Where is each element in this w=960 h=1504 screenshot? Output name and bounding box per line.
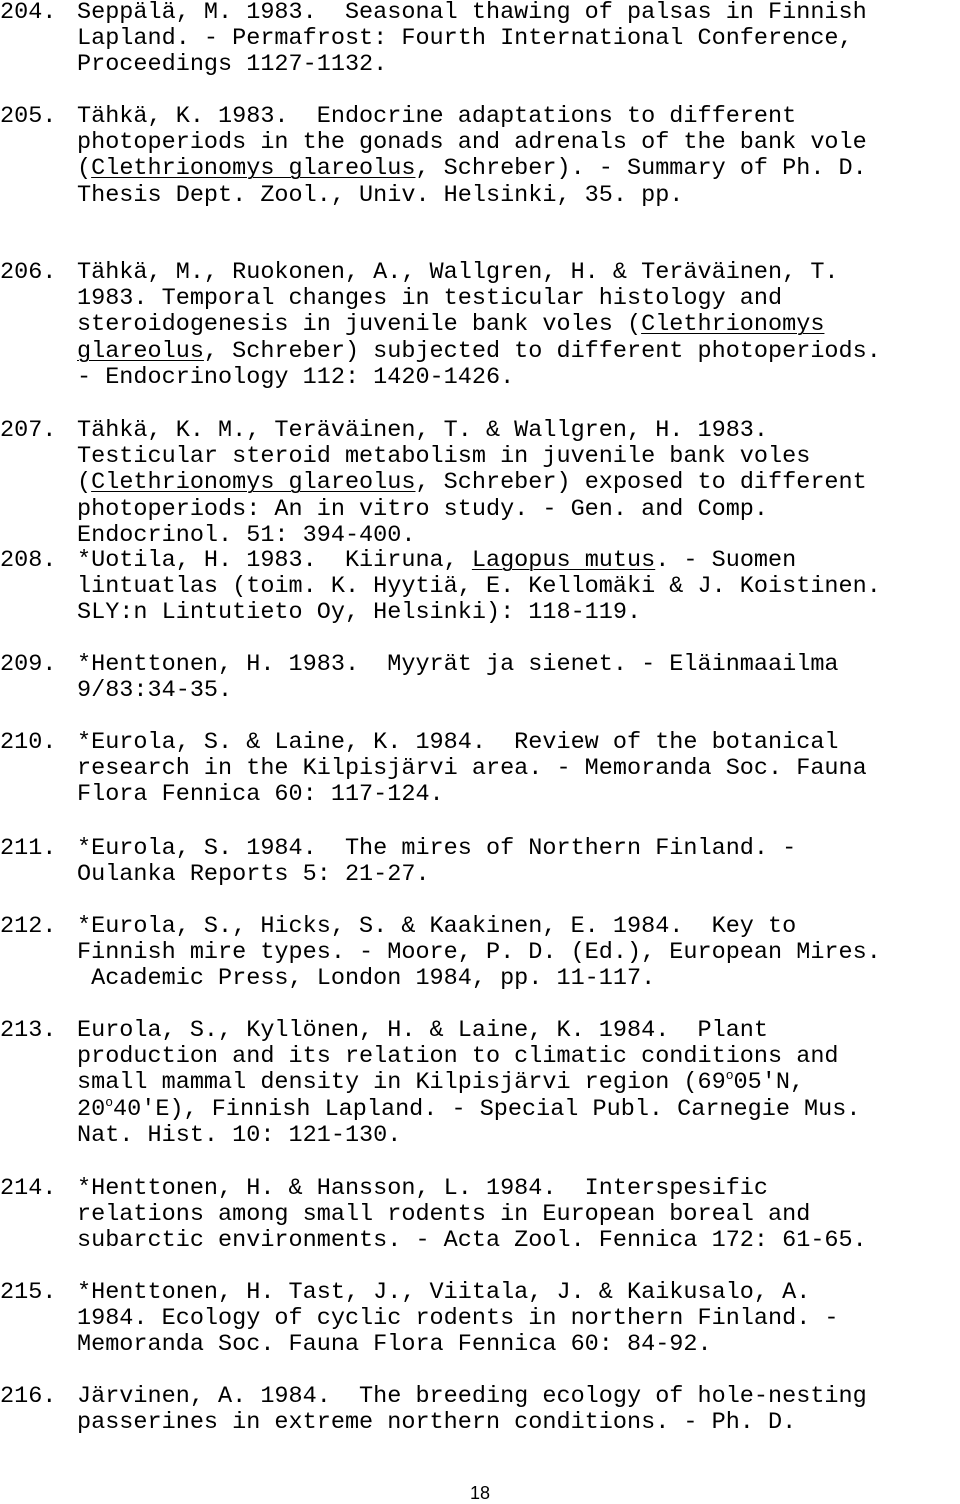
reference-text-run: *Henttonen, H. & Hansson, L. 1984. Interspesific (77, 1175, 769, 1202)
reference-text-run: relations among small rodents in European boreal and (77, 1201, 811, 1229)
reference-text-run: Eurola, S., Kyllönen, H. & Laine, K. 1984. Plant (77, 1017, 769, 1044)
reference-text (77, 1280, 960, 1359)
reference-text-run: Oulanka Reports 5: 21-27. (77, 861, 430, 889)
reference-number: 213. (0, 1017, 57, 1044)
reference-text-run: passerines in extreme northern conditions. - Ph. D. (77, 1409, 797, 1437)
reference-line (77, 1044, 960, 1070)
reference-text-run: 9/83:34-35. (77, 677, 233, 705)
reference-text (77, 1384, 960, 1436)
page-number: 18 (469, 1483, 491, 1503)
reference-text (77, 1018, 960, 1149)
reference-text (77, 104, 960, 209)
reference-number: 204. (0, 0, 57, 26)
reference-text (77, 730, 960, 809)
reference-text (77, 548, 960, 627)
reference-text-run: research in the Kilpisjärvi area. - Memoranda Soc. Fauna (77, 755, 867, 783)
reference-line (77, 497, 960, 523)
degree-symbol: o (105, 1094, 114, 1110)
reference-line (77, 470, 960, 496)
reference-text-run: Nat. Hist. 10: 121-130. (77, 1121, 402, 1149)
reference-text-run: ( (77, 469, 92, 497)
reference-text-run: Memoranda Soc. Fauna Flora Fennica 60: 84-92. (77, 1331, 712, 1359)
italic-taxon-name: Clethrionomys (641, 311, 825, 339)
reference-line (77, 1410, 960, 1436)
reference-text-run: - Endocrinology 112: 1420-1426. (77, 363, 515, 391)
reference-line (77, 756, 960, 782)
reference-text-run: 40'E), Finnish Lapland. - Special Publ. Carnegie Mus. (113, 1095, 861, 1123)
reference-line (77, 782, 960, 808)
italic-taxon-name: Clethrionomys glareolus (91, 155, 416, 183)
reference-line (77, 678, 960, 704)
reference-line (77, 548, 960, 574)
reference-line (77, 1018, 960, 1044)
reference-text (77, 0, 960, 79)
reference-text-run: Academic Press, London 1984, pp. 11-117. (77, 965, 656, 993)
reference-text-run: Testicular steroid metabolism in juvenile bank voles (77, 443, 811, 471)
reference-text-run: Järvinen, A. 1984. The breeding ecology of hole-nesting (77, 1383, 867, 1410)
reference-text-run: steroidogenesis in juvenile bank voles ( (77, 311, 642, 339)
reference-text-run: 1983. Temporal changes in testicular histology and (77, 285, 783, 313)
italic-taxon-name: Lagopus mutus (471, 547, 656, 574)
reference-number: 208. (0, 547, 57, 574)
reference-line (77, 1280, 960, 1306)
reference-number: 205. (0, 103, 57, 130)
reference-text (77, 836, 960, 888)
reference-line (77, 1202, 960, 1228)
reference-text-run: Tähkä, M., Ruokonen, A., Wallgren, H. & Teräväinen, T. (77, 259, 839, 286)
reference-text-run: *Eurola, S. & Laine, K. 1984. Review of the botanical (77, 729, 839, 756)
reference-text-run: Thesis Dept. Zool., Univ. Helsinki, 35. pp. (77, 181, 684, 209)
reference-line (77, 104, 960, 130)
reference-line (77, 940, 960, 966)
reference-text (77, 260, 960, 391)
reference-line (77, 1306, 960, 1332)
reference-text-run: 20 (77, 1095, 106, 1123)
reference-line (77, 286, 960, 312)
reference-line (77, 652, 960, 678)
reference-text-run: photoperiods: An in vitro study. - Gen. and Comp. (77, 495, 769, 523)
reference-number: 215. (0, 1279, 57, 1306)
degree-symbol: o (725, 1068, 734, 1084)
reference-text-run: 05'N, (733, 1069, 805, 1097)
reference-line (77, 26, 960, 52)
reference-text-run: 1984. Ecology of cyclic rodents in northern Finland. - (77, 1305, 839, 1333)
reference-line (77, 1070, 960, 1096)
reference-text-run: Seppälä, M. 1983. Seasonal thawing of palsas in Finnish (77, 0, 867, 26)
reference-text-run: , Schreber) subjected to different photoperiods. (203, 337, 881, 365)
reference-line (77, 1123, 960, 1149)
reference-text-run: SLY:n Lintutieto Oy, Helsinki): 118-119. (77, 599, 642, 627)
reference-text-run: Proceedings 1127-1132. (77, 51, 388, 79)
reference-text (77, 652, 960, 704)
reference-line (77, 862, 960, 888)
reference-text-run: Endocrinol. 51: 394-400. (77, 521, 416, 549)
reference-line (77, 130, 960, 156)
reference-text (77, 914, 960, 993)
reference-text (77, 1176, 960, 1255)
reference-line (77, 339, 960, 365)
reference-number: 211. (0, 835, 57, 862)
reference-text-run: . - Suomen (655, 547, 797, 574)
reference-number: 216. (0, 1383, 57, 1410)
reference-text-run: *Henttonen, H. 1983. Myyrät ja sienet. - Eläinmaailma (77, 651, 839, 678)
reference-number: 206. (0, 259, 57, 286)
reference-line (77, 574, 960, 600)
reference-text (77, 418, 960, 549)
reference-line (77, 1094, 960, 1123)
reference-text-run: subarctic environments. - Acta Zool. Fennica 172: 61-65. (77, 1227, 867, 1255)
reference-text-run: Lapland. - Permafrost: Fourth International Conference, (77, 25, 853, 53)
reference-line (77, 0, 960, 26)
reference-line (77, 183, 960, 209)
reference-line (77, 418, 960, 444)
reference-line (77, 730, 960, 756)
reference-number: 212. (0, 913, 57, 940)
reference-line (77, 836, 960, 862)
reference-text-run: , Schreber) exposed to different (415, 469, 867, 497)
reference-line (77, 1176, 960, 1202)
reference-line (77, 312, 960, 338)
reference-text-run: *Eurola, S., Hicks, S. & Kaakinen, E. 1984. Key to (77, 913, 797, 940)
reference-text-run: Finnish mire types. - Moore, P. D. (Ed.), European Mires. (77, 939, 881, 967)
reference-number: 209. (0, 651, 57, 678)
reference-line (77, 1228, 960, 1254)
reference-text-run: lintuatlas (toim. K. Hyytiä, E. Kellomäki & J. Koistinen. (77, 573, 881, 601)
reference-line (77, 600, 960, 626)
reference-text-run: small mammal density in Kilpisjärvi region (69 (77, 1069, 726, 1097)
reference-line (77, 260, 960, 286)
reference-number: 214. (0, 1175, 57, 1202)
reference-number: 207. (0, 417, 57, 444)
reference-line (77, 156, 960, 182)
italic-taxon-name: glareolus (77, 337, 204, 365)
reference-text-run: , Schreber). - Summary of Ph. D. (415, 155, 867, 183)
reference-line (77, 52, 960, 78)
reference-line (77, 1332, 960, 1358)
reference-text-run: *Henttonen, H. Tast, J., Viitala, J. & Kaikusalo, A. (77, 1279, 811, 1306)
reference-line (77, 914, 960, 940)
reference-text-run: ( (77, 155, 92, 183)
reference-text-run: photoperiods in the gonads and adrenals of the bank vole (77, 129, 867, 157)
reference-line (77, 966, 960, 992)
reference-number: 210. (0, 729, 57, 756)
reference-line (77, 1384, 960, 1410)
reference-text-run: production and its relation to climatic conditions and (77, 1043, 839, 1071)
reference-text-run: Tähkä, K. M., Teräväinen, T. & Wallgren, H. 1983. (77, 417, 769, 444)
reference-text-run: *Uotila, H. 1983. Kiiruna, (77, 547, 472, 574)
reference-line (77, 365, 960, 391)
reference-text-run: *Eurola, S. 1984. The mires of Northern Finland. - (77, 835, 797, 862)
reference-text-run: Tähkä, K. 1983. Endocrine adaptations to different (77, 103, 797, 130)
italic-taxon-name: Clethrionomys glareolus (91, 469, 416, 497)
reference-text-run: Flora Fennica 60: 117-124. (77, 781, 444, 809)
reference-line (77, 444, 960, 470)
reference-line (77, 523, 960, 549)
